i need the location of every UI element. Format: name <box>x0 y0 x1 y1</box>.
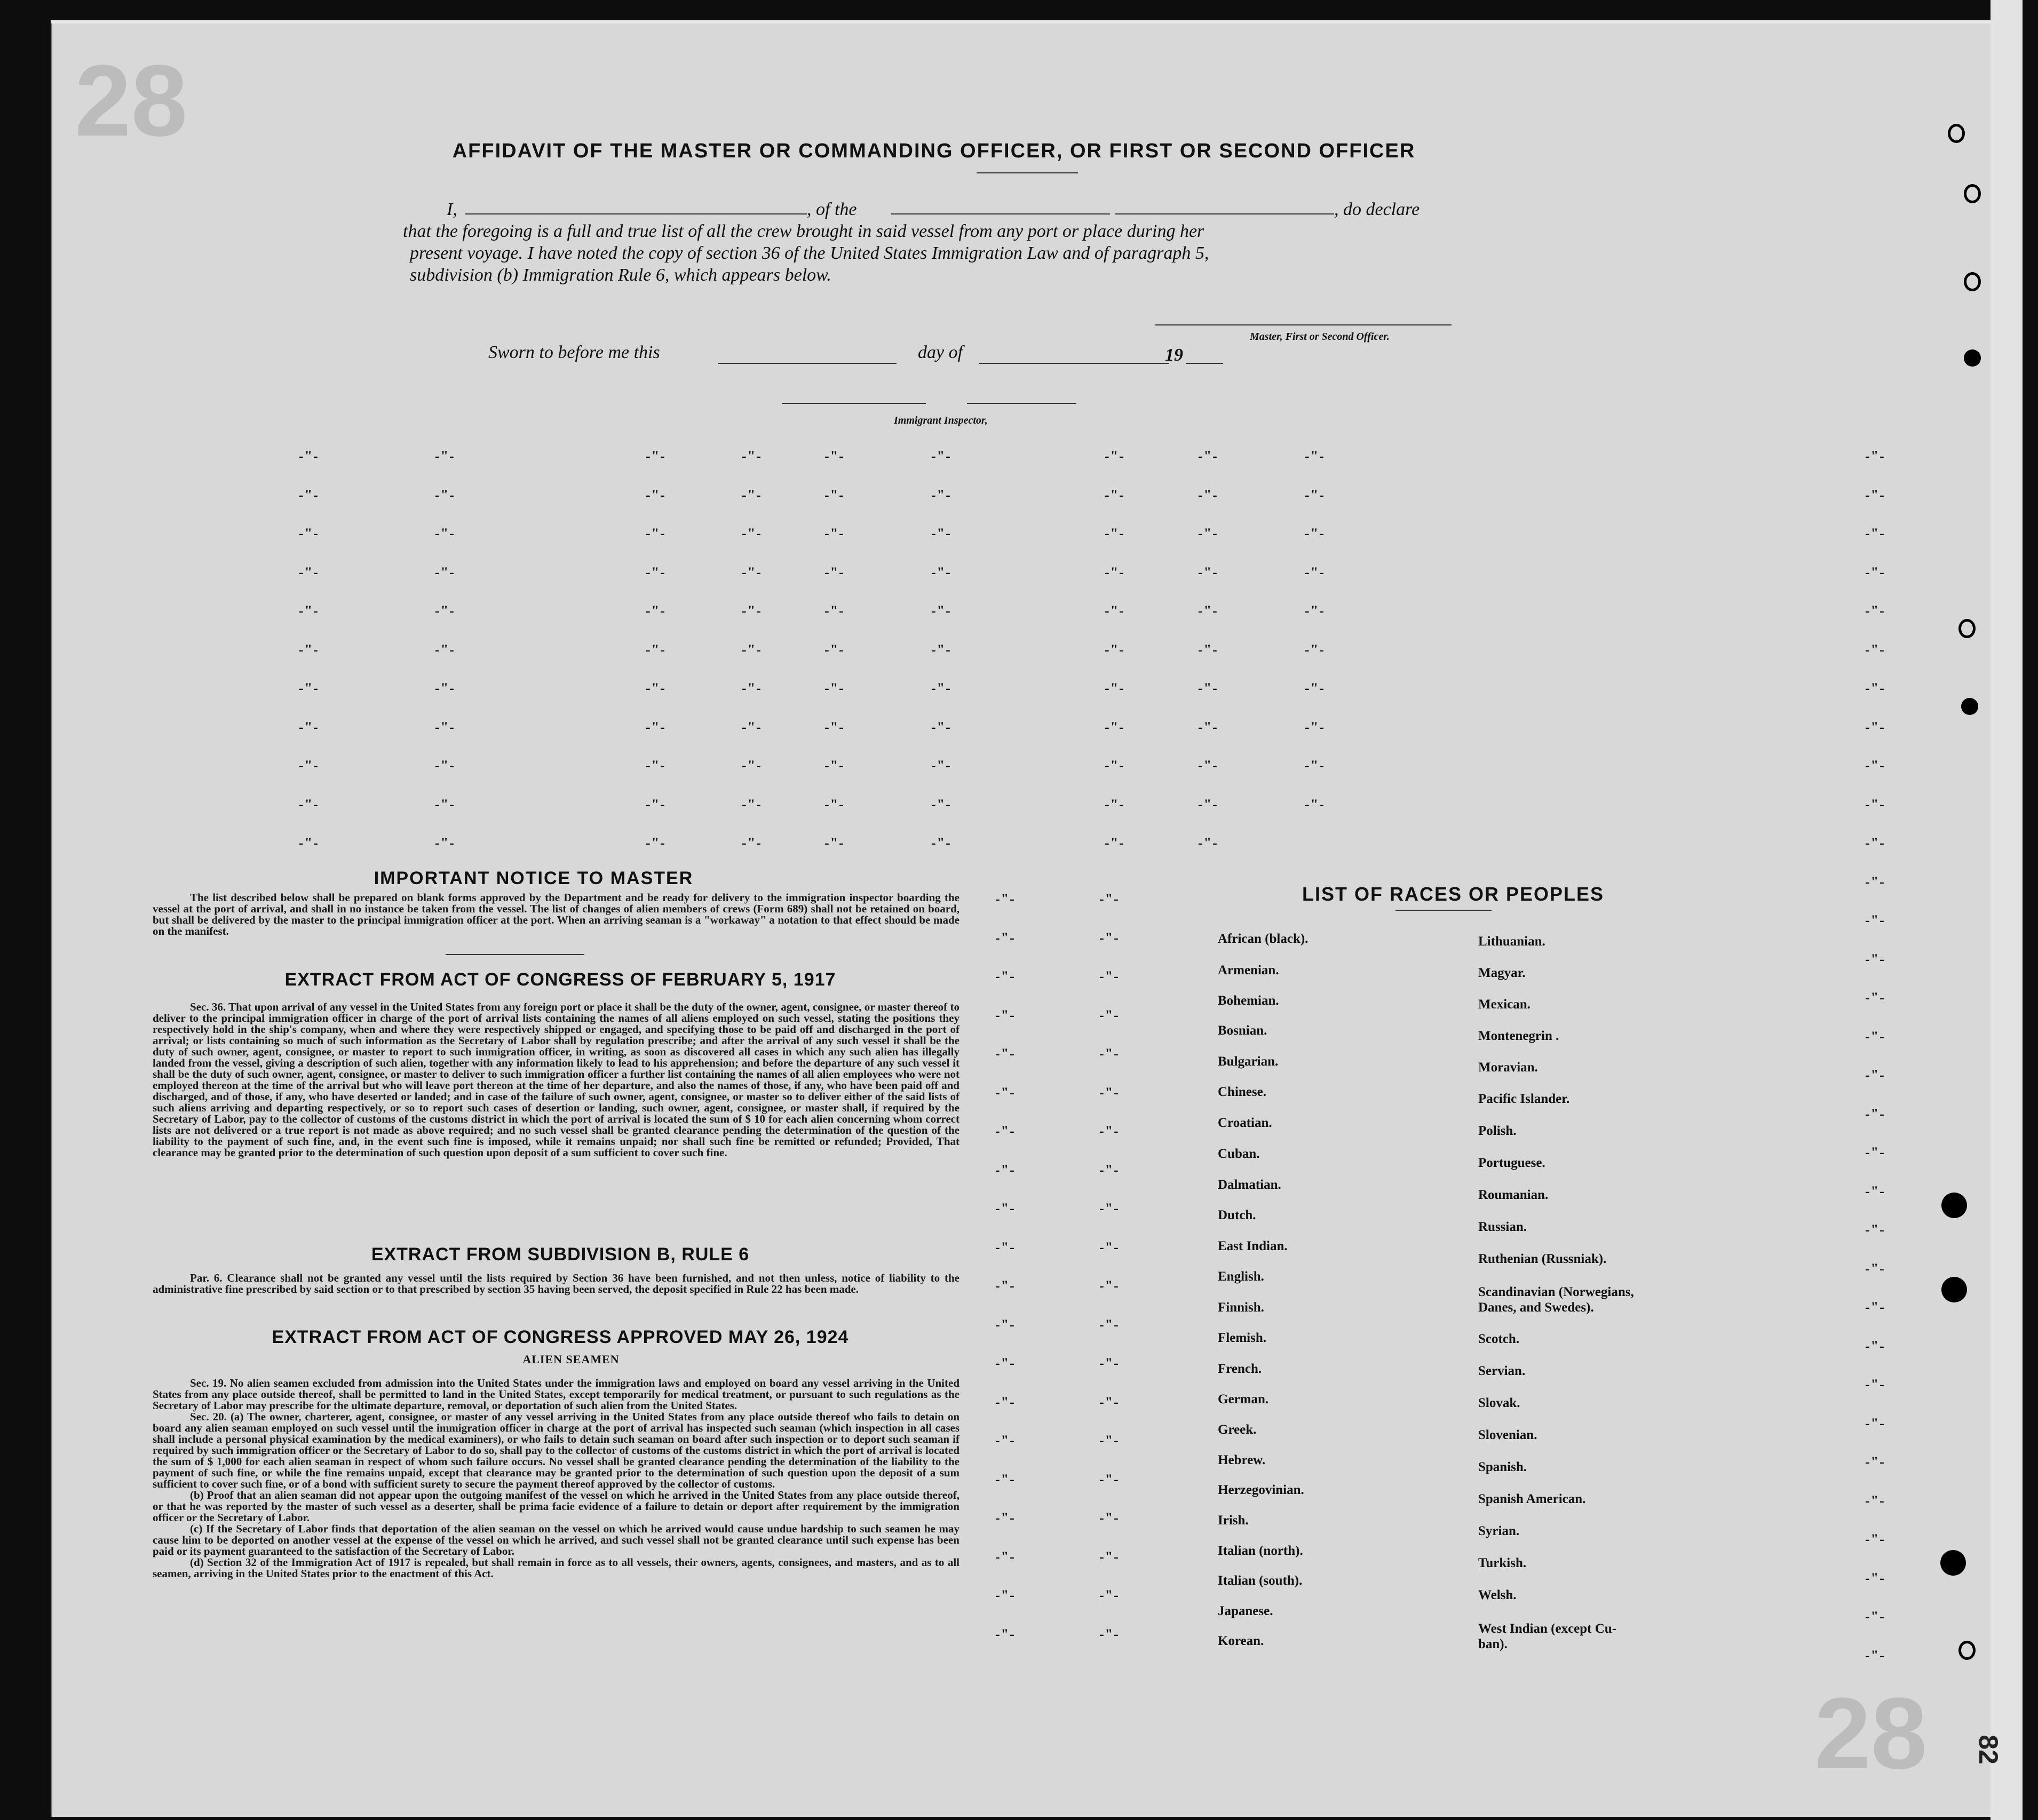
vessel-blank-2[interactable] <box>1115 213 1334 214</box>
extract-1917-body <box>153 1002 959 1158</box>
race-item: Hebrew. <box>1218 1453 1266 1467</box>
extract-1924-sec20a: Sec. 20. (a) The owner, charterer, agent, consignee, or master of any vessel arriving in the United States from any place outside thereof who fails to detain on board any alien seaman employed on such vessel until the immigration officer in charge at the port of arrival has inspected such seaman (which inspection in all cases shall include a personal physical examination by the medical examiners), or who fails to detain such seaman on board after such inspection or to deport such seaman if required by such immigration officer or the Secretary of Labor to do so, shall pay to the collector of customs of the customs district in which the port of arrival is located the sum of $ 1,000 for each alien seaman in respect of whom such failure occurs. No vessel shall be granted clearance pending the determination of the liability to the payment of such fine, or while the fine remains unpaid, except that clearance may be granted prior to the determination of such question upon the deposit of a sum sufficient to cover such fine, or of a bond with sufficient surety to secure the payment thereof approved by the collector of customs. <box>153 1410 959 1490</box>
extract-rule6-title: EXTRACT FROM SUBDIVISION B, RULE 6 <box>371 1244 750 1265</box>
races-title-underline <box>1395 910 1492 911</box>
race-item: Greek. <box>1218 1422 1257 1437</box>
binder-hole <box>1964 272 1981 291</box>
race-item: Turkish. <box>1478 1556 1527 1570</box>
extract-1924-subtitle: ALIEN SEAMEN <box>522 1353 620 1366</box>
affidavit-line-4: subdivision (b) Immigration Rule 6, which appears below. <box>410 265 831 285</box>
binder-hole <box>1940 1550 1966 1576</box>
race-item: Ruthenian (Russniak). <box>1478 1252 1607 1266</box>
binder-hole <box>1958 1641 1976 1660</box>
extract-1924-body <box>153 1378 959 1579</box>
race-item: Spanish American. <box>1478 1492 1586 1506</box>
race-item: Japanese. <box>1218 1604 1273 1618</box>
extract-1924-sec20b: (b) Proof that an alien seaman did not appear upon the outgoing manifest of the vessel on which he arrived in the United States from any place outside thereof, or that he was reported by the master of such vessel as a deserter, shall be prima facie evidence of a failure to detain or deport after requirement by the immigration officer or the Secretary of Labor. <box>153 1489 959 1524</box>
sworn-day-blank[interactable] <box>718 363 897 364</box>
day-of-text: day of <box>918 343 963 362</box>
ditto-column-9: -"- -"- -"- -"- -"- -"- -"- -"- -"- -"- <box>1305 448 1325 812</box>
inspector-label: Immigrant Inspector, <box>894 415 988 426</box>
ditto-column-6: -"- -"- -"- -"- -"- -"- -"- -"- -"- -"- -"- <box>931 448 951 851</box>
ditto-column-lower-2: -"- -"- -"- -"- -"- -"- -"- -"- -"- -"- -"- -"- -"- -"- -"- -"- -"- -"- -"- -"- <box>1099 891 1120 1642</box>
race-item: Bulgarian. <box>1218 1054 1279 1069</box>
binder-hole <box>1958 619 1976 638</box>
race-item: Slovenian. <box>1478 1428 1537 1442</box>
extract-1917-title: EXTRACT FROM ACT OF CONGRESS OF FEBRUARY 5, 1917 <box>284 969 836 990</box>
extract-1924-sec20c: (c) If the Secretary of Labor finds that deportation of the alien seaman on the vessel on which he arrived would cause undue hardship to such seamen he may cause him to be deported on another vessel at the expense of the vessel on which he arrived, and such vessel shall not be granted clearance until such expense has been paid or its payment guaranteed to the satisfaction of the Secretary of Labor. <box>153 1522 959 1557</box>
race-item: Scotch. <box>1478 1332 1520 1346</box>
race-item: Dutch. <box>1218 1208 1256 1222</box>
extract-1924-title: EXTRACT FROM ACT OF CONGRESS APPROVED MAY 26, 1924 <box>272 1327 849 1347</box>
race-item: German. <box>1218 1392 1269 1406</box>
race-item: Chinese. <box>1218 1085 1266 1099</box>
race-item: Spanish. <box>1478 1460 1527 1474</box>
notice-rule <box>446 954 584 955</box>
race-item: Russian. <box>1478 1220 1527 1234</box>
race-item: Welsh. <box>1478 1588 1517 1602</box>
page-edge <box>51 20 2020 23</box>
notice-paragraph: The list described below shall be prepared on blank forms approved by the Department and be ready for delivery to the immigration inspector boarding the vessel at the port of arrival, and shall in no instance be taken from the vessel. The list of changes of alien members of crews (Form 689) shall not be retained on board, but shall be delivered by the master to the principal immigration officer at the port. When an arriving seaman is a "workaway" a notation to that effect should be made on the manifest. <box>153 891 959 937</box>
race-item: Danes, and Swedes). <box>1478 1300 1594 1315</box>
race-item: Slovak. <box>1478 1396 1520 1410</box>
race-item: Flemish. <box>1218 1331 1266 1345</box>
race-item: Herzegovinian. <box>1218 1483 1304 1497</box>
title-underline <box>977 172 1078 173</box>
race-item: Magyar. <box>1478 966 1526 980</box>
ditto-column-3: -"- -"- -"- -"- -"- -"- -"- -"- -"- -"- -"- <box>646 448 666 851</box>
race-item: Montenegrin . <box>1478 1029 1559 1043</box>
binder-hole <box>1964 184 1981 203</box>
ditto-column-7: -"- -"- -"- -"- -"- -"- -"- -"- -"- -"- -"- <box>1105 448 1125 851</box>
page-edge-right <box>1991 0 2023 1820</box>
ditto-column-4: -"- -"- -"- -"- -"- -"- -"- -"- -"- -"- -"- <box>742 448 762 851</box>
races-title: LIST OF RACES OR PEOPLES <box>1302 883 1605 905</box>
race-item: African (black). <box>1218 932 1309 946</box>
race-item: Scandinavian (Norwegians, <box>1478 1285 1634 1299</box>
race-item: Irish. <box>1218 1513 1249 1528</box>
binder-hole <box>1961 698 1978 715</box>
race-item: Mexican. <box>1478 997 1531 1012</box>
race-item: Moravian. <box>1478 1060 1538 1075</box>
affidavit-line-3: present voyage. I have noted the copy of section 36 of the United States Immigration Law and of paragraph 5, <box>410 243 1209 263</box>
extract-1924-sec20d: (d) Section 32 of the Immigration Act of 1917 is repealed, but shall remain in force as to all vessels, their owners, agents, consignees, and masters, and as to all seamen, arriving in the United States prior to the enactment of this Act. <box>153 1556 959 1580</box>
race-item: Dalmatian. <box>1218 1178 1281 1192</box>
race-item: West Indian (except Cu- <box>1478 1622 1617 1636</box>
race-item: Servian. <box>1478 1364 1526 1378</box>
race-item: Bohemian. <box>1218 994 1279 1008</box>
ditto-column-5: -"- -"- -"- -"- -"- -"- -"- -"- -"- -"- -"- <box>824 448 845 851</box>
extract-rule6-body <box>153 1273 959 1295</box>
ditto-column-2: -"- -"- -"- -"- -"- -"- -"- -"- -"- -"- -"- <box>435 448 455 851</box>
extract-1917-paragraph: Sec. 36. That upon arrival of any vessel in the United States from any foreign port or place it shall be the duty of the owner, agent, consignee, or master thereof to deliver to the principal immigration officer in charge of the port of arrival lists containing the names of all aliens employed on such vessel, stating the positions they respectively hold in the ship's company, when and where they were respectively shipped or engaged, and specifying those to be paid off and discharged in the port of arrival; or lists containing so much of such information as the Secretary of Labor shall by regulation prescribe; and after the arrival of any such vessel it shall be the duty of such owner, agent, consignee, or master to report to such immigration officer, in writing, as soon as discovered all cases in which any such alien has illegally landed from the vessel, giving a description of such alien, together with any information likely to lead to his apprehension; and before the departure of any such vessel it shall be the duty of such owner, agent, consignee, or master to deliver to such immigration officer a further list containing the names of all alien employees who were not employed thereon at the time of the arrival but who will leave port thereon at the time of her departure, and also the names of those, if any, who have been paid off and discharged, and of those, if any, who have deserted or landed; and in case of the failure of such owner, agent, consignee, or master so to deliver either of the said lists of such aliens arriving and departing respectively, or so to report such cases of desertion or landing, such owner, agent, consignee, or master shall, if required by the Secretary of Labor, pay to the collector of customs of the customs district in which the port of arrival is located the sum of $ 10 for each alien concerning whom correct lists are not delivered or a true report is not made as above required; and no such vessel shall be granted clearance pending the determination of the question of the liability to the payment of such fine, and, in the event such fine is imposed, while it remains unpaid; nor shall such fine be remitted or refunded; Provided, That clearance may be granted prior to the determination of such question upon deposit of a sum sufficient to cover such fine. <box>153 1000 959 1159</box>
race-item: Korean. <box>1218 1634 1264 1648</box>
race-item: ban). <box>1478 1637 1508 1651</box>
sworn-text: Sworn to before me this <box>488 343 660 362</box>
year-blank[interactable] <box>1186 363 1223 364</box>
year-prefix: 19 <box>1165 345 1183 365</box>
race-item: Syrian. <box>1478 1524 1520 1538</box>
race-item: Roumanian. <box>1478 1188 1549 1202</box>
affidavit-i: I, <box>447 200 457 219</box>
master-signature-line[interactable] <box>1155 324 1452 325</box>
race-item: Portuguese. <box>1478 1156 1545 1170</box>
corner-page-number: 82 <box>1973 1735 2003 1765</box>
race-item: Armenian. <box>1218 963 1279 977</box>
race-item: Finnish. <box>1218 1300 1264 1315</box>
notice-title: IMPORTANT NOTICE TO MASTER <box>374 868 694 888</box>
extract-rule6-paragraph: Par. 6. Clearance shall not be granted any vessel until the lists required by Section 36 have been furnished, and not then unless, notice of liability to the administrative fine prescribed by said section or to that prescribed by section 35 having been served, the deposit specified in Rule 22 has been made. <box>153 1271 959 1296</box>
race-item: Pacific Islander. <box>1478 1092 1570 1106</box>
extract-1924-sec19: Sec. 19. No alien seamen excluded from admission into the United States under the immigration laws and employed on board any vessel arriving in the United States from any place outside thereof, shall be permitted to land in the United States, except temporarily for medical treatment, or pursuant to such regulations as the Secretary of Labor may prescribe for the ultimate departure, removal, or deportation of such alien from the United States. <box>153 1377 959 1412</box>
race-item: Italian (south). <box>1218 1573 1303 1588</box>
race-item: Cuban. <box>1218 1147 1260 1161</box>
race-item: Polish. <box>1478 1124 1517 1138</box>
ditto-column-lower-1: -"- -"- -"- -"- -"- -"- -"- -"- -"- -"- -"- -"- -"- -"- -"- -"- -"- -"- -"- -"- <box>995 891 1016 1642</box>
ditto-column-1: -"- -"- -"- -"- -"- -"- -"- -"- -"- -"- -"- <box>299 448 319 851</box>
vessel-blank[interactable] <box>891 213 1110 214</box>
binder-hole <box>1964 349 1981 367</box>
affidavit-line-2: that the foregoing is a full and true list of all the crew brought in said vessel from any port or place during her <box>403 221 1204 241</box>
race-item: Bosnian. <box>1218 1023 1267 1038</box>
binder-hole <box>1948 124 1965 143</box>
margin-number-top-left: 28 <box>75 44 188 157</box>
race-item: Italian (north). <box>1218 1544 1303 1558</box>
race-item: Croatian. <box>1218 1116 1272 1130</box>
binder-hole <box>1941 1193 1967 1218</box>
notice-body <box>153 892 959 937</box>
ditto-column-right: -"- -"- -"- -"- -"- -"- -"- -"- -"- -"- -"- -"- -"- -"- -"- -"- -"- -"- -"- -"- -"- -"- -"- -"- -"- -"- -"- -"- -"- -"- -"- -"- <box>1865 448 1885 1663</box>
inspector-signature-line-2[interactable] <box>967 403 1076 404</box>
race-item: East Indian. <box>1218 1239 1288 1253</box>
binder-hole <box>1941 1277 1967 1302</box>
race-item: French. <box>1218 1362 1262 1376</box>
ditto-column-8: -"- -"- -"- -"- -"- -"- -"- -"- -"- -"- -"- <box>1198 448 1218 851</box>
name-blank[interactable] <box>465 213 807 214</box>
margin-number-bottom-right: 28 <box>1814 1677 1928 1790</box>
race-item: Lithuanian. <box>1478 934 1545 949</box>
sworn-month-blank[interactable] <box>979 363 1169 364</box>
affidavit-of-the: , of the <box>807 200 857 219</box>
affidavit-title: AFFIDAVIT OF THE MASTER OR COMMANDING OFFICER, OR FIRST OR SECOND OFFICER <box>452 140 1416 162</box>
race-item: English. <box>1218 1269 1264 1284</box>
inspector-signature-line[interactable] <box>782 403 926 404</box>
affidavit-declare: , do declare <box>1334 200 1420 219</box>
master-signature-label: Master, First or Second Officer. <box>1250 331 1390 343</box>
